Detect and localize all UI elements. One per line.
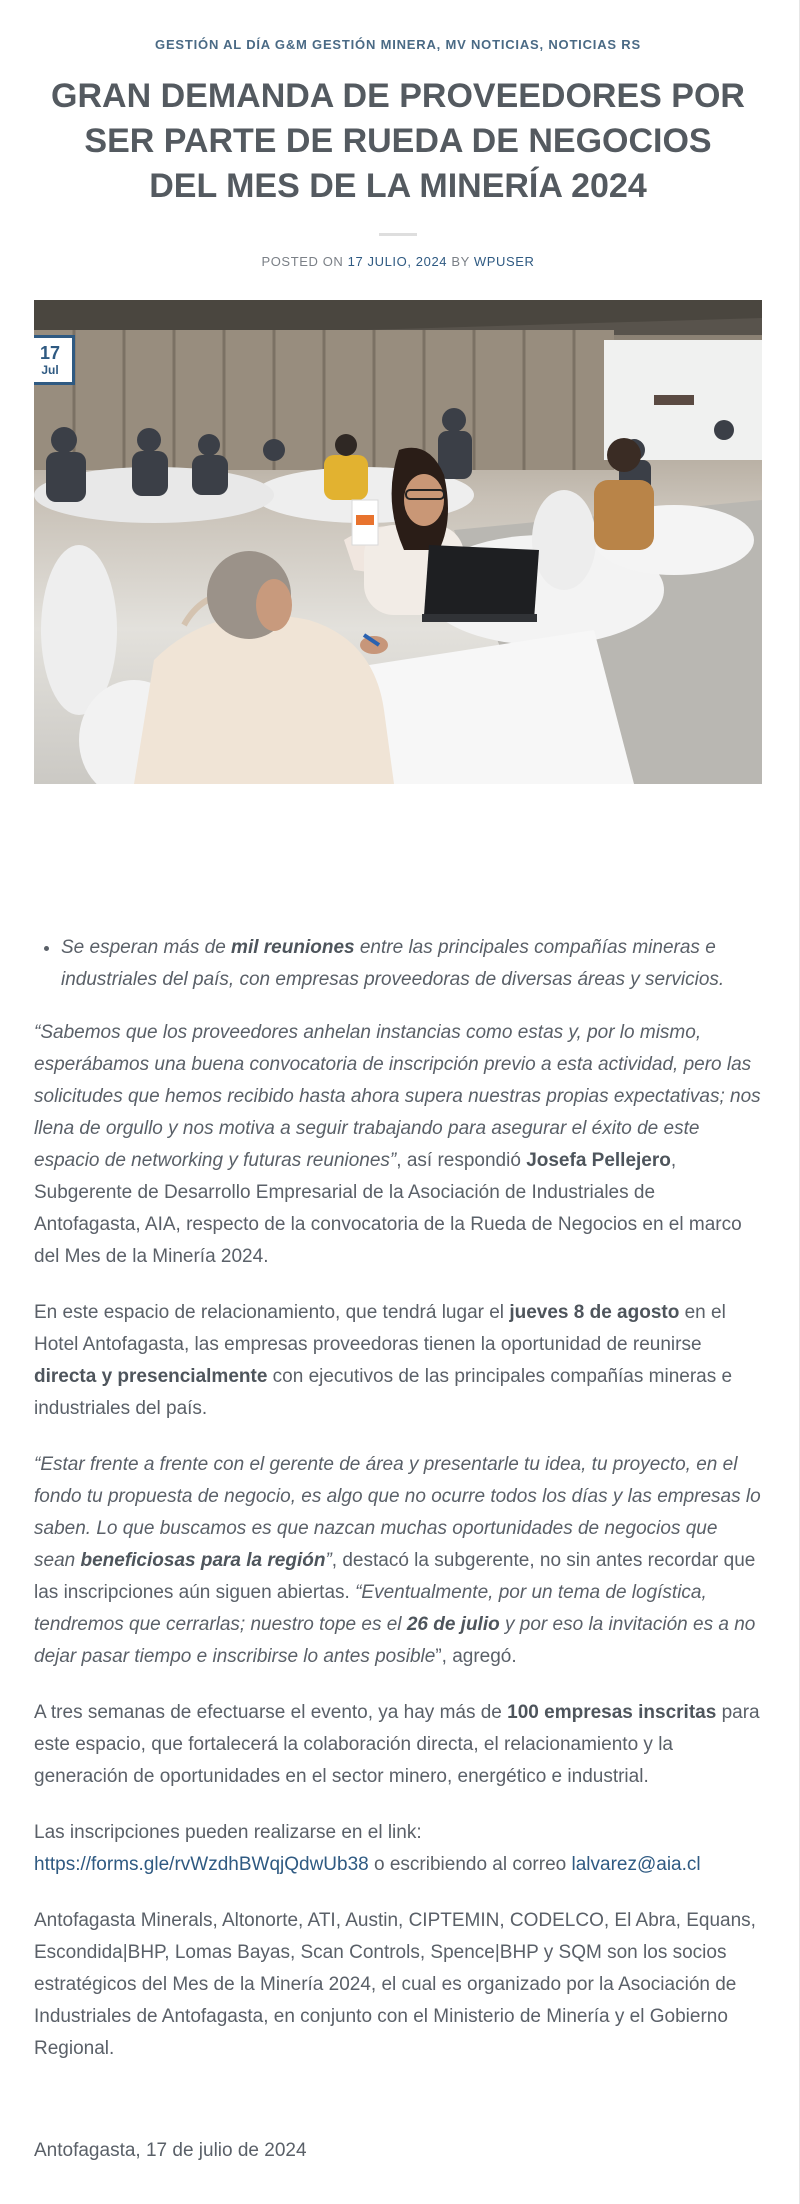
highlights-list [34,932,762,996]
post-categories [34,37,762,52]
quote-span: “Eventualmente, por un tema de logística, tendremos que cerrarlas; nuestro tope es el [34,1582,707,1635]
post-date-link[interactable]: 17 JULIO, 2024 [347,254,448,269]
quote-span: “Sabemos que los proveedores anhelan instancias como estas y, por lo mismo, esperábamos una buena convocatoria de inscripción previo a esta actividad, pero las solicitudes que hemos recibido hasta ahora supera nuestras propias expectativas; nos llena de orgullo y nos motiva a seguir trabajando para asegurar el éxito de este espacio de networking y futuras reuniones” [34,1022,761,1171]
quote-span: y por eso la invitación es a no dejar pasar tiempo e inscribirse lo antes posible [34,1614,756,1667]
bold-span: directa y presencialmente [34,1366,268,1387]
bold-span: 100 empresas inscritas [507,1702,717,1723]
bold-quote-span: beneficiosas para la región [80,1550,326,1571]
dateline: Antofagasta, 17 de julio de 2024 [34,2140,307,2161]
paragraph-quote-1 [34,1017,762,1273]
post-date-badge[interactable] [34,335,75,385]
business-meeting-photo [34,300,762,784]
by-label: BY [451,254,470,269]
category-link[interactable]: GESTIÓN AL DÍA G&M GESTIÓN MINERA [155,37,437,52]
article [34,0,762,2191]
author-link[interactable]: WPUSER [473,254,535,269]
paragraph-links [34,1817,762,1881]
post-content [34,932,762,2167]
email-link[interactable]: lalvarez@aia.cl [571,1854,701,1875]
text-span: En este espacio de relacionamiento, que tendrá lugar el [34,1302,510,1323]
text-span: Las inscripciones pueden realizarse en el link: [34,1822,422,1843]
text-span: A tres semanas de efectuarse el evento, ya hay más de [34,1702,508,1723]
text-span: con ejecutivos de las principales compañías mineras e industriales del país. [34,1366,733,1419]
title-divider [379,233,417,236]
category-link[interactable]: MV NOTICIAS [445,37,540,52]
featured-image [34,300,762,784]
text-span: o escribiendo al correo [368,1854,572,1875]
paragraph-quote-2 [34,1449,762,1673]
category-link[interactable]: NOTICIAS RS [548,37,641,52]
quote-span: ” [325,1550,332,1571]
text-span: , Subgerente de Desarrollo Empresarial de la Asociación de Industriales de Antofagasta, AIA, respecto de la convocatoria de la Rueda de Negocios en el marco del Mes de la Minería 2024. [34,1150,742,1267]
deadline-date: 26 de julio [406,1614,500,1635]
quote-span: “Estar frente a frente con el gerente de área y presentarle tu idea, tu proyecto, en el fondo tu propuesta de negocio, es algo que no ocurre todos los días y las empresas lo saben. Lo que buscamos es que nazcan muchas oportunidades de negocios que sean [34,1454,761,1571]
paragraph-partners: Antofagasta Minerals, Altonorte, ATI, Austin, CIPTEMIN, CODELCO, El Abra, Equans, Escondida|BHP, Lomas Bayas, Scan Controls, Spence|BHP y SQM son los socios estratégicos del Mes de la Minería 2024, el cual es organizado por la Asociación de Industriales de Antofagasta, en conjunto con el Ministerio de Minería y el Gobierno Regional. [34,1910,756,2059]
text-span: Se esperan más de [61,937,232,958]
text-span: para este espacio, que fortalecerá la colaboración directa, el relacionamiento y la generación de oportunidades en el sector minero, energético e industrial. [34,1702,760,1787]
bold-span: mil reuniones [231,937,355,958]
post-meta [34,254,762,269]
category-separator: , [539,37,549,52]
badge-month: Jul [41,363,59,377]
paragraph-registrations [34,1697,762,1793]
event-date: jueves 8 de agosto [509,1302,680,1323]
text-span: ”, agregó. [435,1646,517,1667]
text-span: , así respondió [396,1150,527,1171]
badge-day: 17 [39,343,61,363]
posted-on-label: POSTED ON [261,254,344,269]
text-span: entre las principales compañías mineras e industriales del país, con empresas proveedoras de diversas áreas y servicios. [61,937,725,990]
person-name: Josefa Pellejero [526,1150,671,1171]
text-span: , destacó la subgerente, no sin antes recordar que las inscripciones aún siguen abiertas. [34,1550,756,1603]
text-span: en el Hotel Antofagasta, las empresas proveedoras tienen la oportunidad de reunirse [34,1302,726,1355]
paragraph-event [34,1297,762,1425]
registration-link[interactable]: https://forms.gle/rvWzdhBWqjQdwUb38 [34,1854,369,1875]
category-separator: , [436,37,446,52]
post-title: GRAN DEMANDA DE PROVEEDORES POR SER PARTE DE RUEDA DE NEGOCIOS DEL MES DE LA MINERÍA 2024 [51,77,745,205]
highlight-item [61,932,762,996]
